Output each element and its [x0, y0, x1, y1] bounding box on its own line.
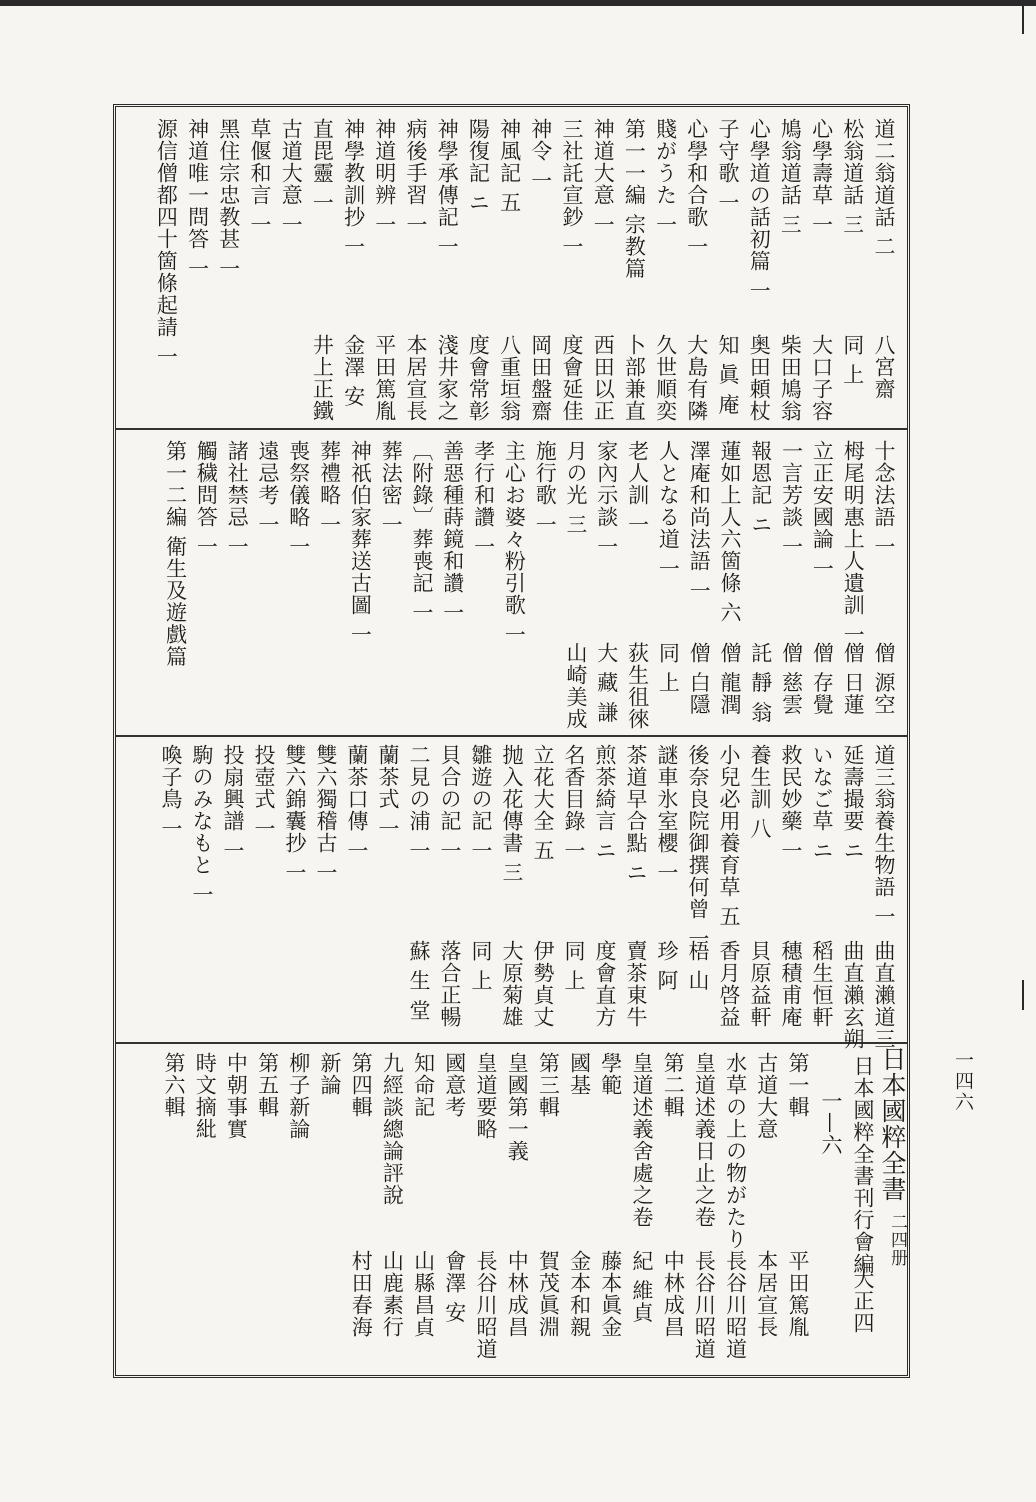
entry-title: 名香目錄 一 — [562, 744, 586, 862]
entry-title: 神祇伯家葬送古圖 一 — [348, 440, 373, 646]
section-divider — [116, 735, 907, 737]
entry-title: 抛入花傳書 ㆔ — [500, 744, 524, 884]
entry-title: 中朝事實 — [224, 1052, 249, 1140]
entry-title: 蘭茶口傳 一 — [345, 744, 369, 862]
entry-title: 水草の上の物がたり — [723, 1052, 748, 1250]
entry-author: 僧 白隱 — [687, 642, 712, 716]
entry-title: 病後手習 一 — [404, 118, 428, 236]
entry-author: 託 靜 翁 — [748, 642, 773, 724]
entry-title: 第五輯 — [255, 1052, 280, 1118]
entry-author: 岡田盤齋 — [528, 334, 553, 422]
entry-title: 人となる道 一 — [656, 440, 681, 580]
entry-title: 十念法語 一 — [872, 440, 896, 558]
entry-author: 同 上 — [562, 940, 586, 992]
entry-author: 度會延佳 — [560, 334, 584, 422]
entry-author: 長谷川昭道 — [474, 1250, 498, 1360]
entry-author: 荻生徂徠 — [625, 642, 650, 730]
series-title: 日本國粹全書 — [878, 1046, 907, 1202]
entry-title: 神風記 五 — [497, 118, 522, 214]
entry-title: 喪祭儀略 一 — [286, 440, 311, 558]
right-tick — [1022, 6, 1024, 34]
entry-title: 駒のみなもと 一 — [190, 744, 214, 906]
entry-title: 古道大意 — [754, 1052, 779, 1140]
entry-author: 中林成昌 — [505, 1250, 530, 1338]
entry-author: 中林成昌 — [661, 1250, 686, 1338]
entry-author: 同 上 — [840, 334, 865, 386]
entry-title: 諸社禁忌 一 — [225, 440, 250, 558]
entry-title: 家內示談 一 — [594, 440, 619, 558]
entry-title: 松翁道話 ㆔ — [840, 118, 865, 236]
entry-author: 知 眞 庵 — [716, 334, 740, 416]
entry-author: 八宮齋 — [872, 334, 896, 400]
entry-author: 僧 源空 — [872, 642, 896, 716]
entry-author: 曲直瀨玄朔 — [841, 940, 865, 1050]
entry-author: 大原菊雄 — [500, 940, 524, 1028]
entry-title: 報恩記 ニ — [748, 440, 773, 536]
entry-title: 學範 — [598, 1052, 623, 1096]
entry-title: 皇道要略 — [474, 1052, 498, 1140]
entry-title: 喚子鳥 一 — [159, 744, 183, 840]
entry-author: 賀茂眞淵 — [536, 1250, 561, 1338]
entry-title: 皇國第一義 — [505, 1052, 530, 1162]
entry-title: 新論 — [318, 1052, 342, 1096]
entry-title: 柳子新論 — [286, 1052, 311, 1140]
entry-title: 雙六錦囊抄 一 — [283, 744, 307, 884]
entry-author: 金澤 安 — [341, 334, 366, 408]
series-range: 一—六 — [819, 1090, 843, 1156]
entry-author: 同 上 — [656, 642, 681, 694]
entry-author: 卜部兼直 — [622, 334, 647, 422]
entry-title: 古道大意 一 — [279, 118, 304, 236]
series-volumes: 二四册 — [887, 1213, 907, 1267]
entry-title: 茶道早合點 ニ — [624, 744, 648, 884]
right-mark — [1022, 980, 1024, 1010]
entry-author: 淺井家之 — [435, 334, 460, 422]
entry-author: 會澤 安 — [442, 1250, 467, 1324]
entry-title: 黑住宗忠教甚 一 — [216, 118, 241, 280]
entry-title: 遠忌考 一 — [256, 440, 280, 536]
entry-title: いなご草 ニ — [810, 744, 834, 862]
series-year: 大正四 — [851, 1268, 875, 1334]
entry-title: 陽復記 ニ — [466, 118, 491, 214]
section-divider — [116, 428, 907, 430]
section-divider — [116, 1042, 907, 1044]
entry-author: 僧 存覺 — [810, 642, 835, 716]
entry-title: 國基 — [567, 1052, 592, 1096]
entry-title: 皇道述義舍處之卷 — [630, 1052, 654, 1228]
entry-author: 賣茶東牛 — [624, 940, 648, 1028]
entry-title: 老人訓 一 — [625, 440, 650, 536]
entry-title: 第三輯 — [536, 1052, 561, 1118]
entry-title: 心學壽草 一 — [809, 118, 834, 236]
entry-title: 草偃和言 一 — [248, 118, 272, 236]
entry-title: 神道明辨 一 — [372, 118, 397, 236]
entry-title: 直毘靈 一 — [310, 118, 335, 214]
entry-title: 月の光 ㆔ — [564, 440, 588, 536]
entry-title: 國意考 — [442, 1052, 467, 1118]
entry-title: 一言芳談 一 — [779, 440, 804, 558]
entry-title: 主心お婆々粉引歌 一 — [502, 440, 527, 646]
entry-title: 神令 一 — [528, 118, 553, 192]
entry-title: 第一輯 — [786, 1052, 810, 1118]
entry-title: 葬法密 一 — [379, 440, 404, 536]
entry-author: 大 藏 謙 — [594, 642, 619, 724]
entry-author: 金本和親 — [567, 1250, 592, 1338]
entry-author: 度會直方 — [593, 940, 617, 1028]
entry-title: 蘭茶式 一 — [376, 744, 400, 840]
entry-title: 投扇興譜 一 — [221, 744, 245, 862]
entry-title: 雙六獨稽古 一 — [314, 744, 338, 884]
entry-author: 村田春海 — [349, 1250, 374, 1338]
entry-title: 謎車氷室櫻 一 — [655, 744, 679, 884]
entry-author: 度會常彰 — [466, 334, 491, 422]
entry-author: 蘇 生 堂 — [407, 940, 431, 1022]
entry-author: 井上正鐵 — [310, 334, 335, 422]
series-publisher: 日本國粹全書刊行會編 — [851, 1055, 875, 1275]
entry-title: 立花大全 五 — [531, 744, 555, 862]
entry-title: 貝合の記 一 — [438, 744, 462, 862]
entry-author: 本居宣長 — [404, 334, 428, 422]
entry-title: 子守歌 一 — [716, 118, 740, 214]
entry-author: 平田篤胤 — [372, 334, 397, 422]
entry-title: 二見の浦 一 — [407, 744, 431, 862]
entry-title: 養生訓 八 — [748, 744, 772, 840]
entry-title: 神道大意 一 — [591, 118, 616, 236]
entry-title: 道三翁養生物語 一 — [872, 744, 896, 928]
entry-title: 蓮如上人六箇條 六 — [718, 440, 742, 624]
entry-author: 紀 維貞 — [630, 1250, 654, 1324]
entry-title: 心學和合歌 一 — [684, 118, 709, 258]
top-border — [0, 0, 1036, 6]
entry-author: 大口子容 — [809, 334, 834, 422]
entry-author: 山縣昌貞 — [411, 1250, 436, 1338]
entry-author: 山崎美成 — [564, 642, 588, 730]
entry-author: 西田以正 — [591, 334, 616, 422]
entry-title: 煎茶綺言 ニ — [593, 744, 617, 862]
page-number: 一四六 — [952, 1050, 974, 1113]
entry-title: 第一一編 宗教篇 — [622, 118, 647, 280]
entry-title: 後奈良院御撰何曾 一 — [686, 744, 710, 950]
entry-author: 珍 阿 — [655, 940, 679, 992]
entry-title: 葬禮略 一 — [317, 440, 342, 536]
entry-title: 神道唯一問答 一 — [185, 118, 210, 280]
entry-author: 僧 龍潤 — [718, 642, 742, 716]
entry-author: 柴田鳩翁 — [778, 334, 803, 422]
entry-author: 伊勢貞丈 — [531, 940, 555, 1028]
entry-title: 皇道述義日止之卷 — [692, 1052, 717, 1228]
entry-title: 延壽撮要 ニ — [841, 744, 865, 862]
entry-title: 心學道の話初篇 一 — [747, 118, 772, 302]
page-frame — [113, 104, 910, 1378]
entry-title: 三社託宣鈔 一 — [560, 118, 584, 258]
entry-author: 本居宣長 — [754, 1250, 779, 1338]
entry-title: 觸穢問答 一 — [194, 440, 219, 558]
entry-title: 〔附錄〕葬喪記 一 — [410, 440, 434, 624]
entry-title: 道二翁道話 二 — [872, 118, 896, 258]
entry-title: 九經談總論評說 — [380, 1052, 405, 1206]
entry-title: 源信僧都四十箇條起請 一 — [154, 118, 179, 368]
entry-author: 藤本眞金 — [598, 1250, 623, 1338]
entry-author: 大島有隣 — [684, 334, 709, 422]
entry-author: 僧 日蓮 — [841, 642, 866, 716]
entry-title: 孝行和讚 一 — [471, 440, 496, 558]
entry-title: 栂尾明惠上人遺訓 一 — [841, 440, 866, 646]
entry-title: 第六輯 — [162, 1052, 186, 1118]
entry-author: 八重垣翁 — [497, 334, 522, 422]
entry-title: 小兒必用養育草 五 — [717, 744, 741, 928]
entry-title: 雛遊の記 一 — [469, 744, 493, 862]
entry-title: 神學承傳記 一 — [435, 118, 460, 258]
entry-title: 知命記 — [411, 1052, 436, 1118]
entry-title: 賤がうた 一 — [653, 118, 678, 236]
entry-title: 時文摘紕 — [193, 1052, 218, 1140]
entry-author: 穗積甫庵 — [779, 940, 803, 1028]
entry-title: 立正安國論 一 — [810, 440, 835, 580]
entry-author: 同 上 — [469, 940, 493, 992]
entry-title: 善惡種蒔鏡和讚 一 — [440, 440, 465, 624]
entry-author: 香月啓益 — [717, 940, 741, 1028]
entry-author: 平田篤胤 — [786, 1250, 810, 1338]
entry-author: 貝原益軒 — [748, 940, 772, 1028]
entry-title: 鳩翁道話 ㆔ — [778, 118, 803, 236]
entry-author: 落合正暢 — [438, 940, 462, 1028]
entry-author: 奥田頼杖 — [747, 334, 772, 422]
entry-title: 救民妙藥 一 — [779, 744, 803, 862]
entry-author: 梧 山 — [686, 940, 710, 992]
entry-author: 曲直瀨道三 — [872, 940, 896, 1050]
entry-title: 投壺式 一 — [252, 744, 276, 840]
entry-title: 第二輯 — [661, 1052, 686, 1118]
entry-title: 澤庵和尚法語 一 — [687, 440, 712, 602]
entry-title: 神學教訓抄 一 — [341, 118, 366, 258]
entry-author: 僧 慈雲 — [779, 642, 804, 716]
entry-title: 施行歌 一 — [533, 440, 558, 536]
entry-title: 第一二編 衛生及遊戲篇 — [163, 440, 188, 668]
entry-author: 久世順奕 — [653, 334, 678, 422]
entry-author: 長谷川昭道 — [723, 1250, 748, 1360]
entry-author: 稻生恒軒 — [810, 940, 834, 1028]
entry-author: 山鹿素行 — [380, 1250, 405, 1338]
entry-author: 長谷川昭道 — [692, 1250, 717, 1360]
entry-title: 第四輯 — [349, 1052, 374, 1118]
